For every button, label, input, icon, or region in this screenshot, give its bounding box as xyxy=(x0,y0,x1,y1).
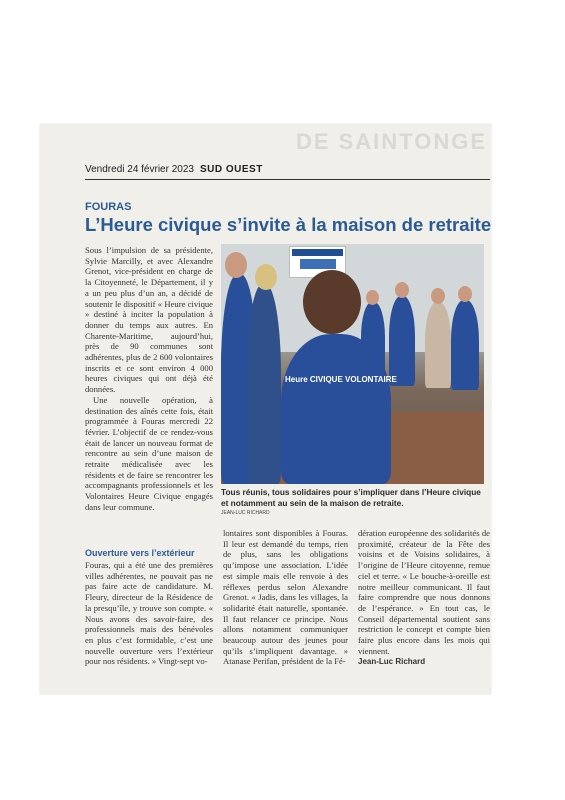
headline: L’Heure civique s’invite à la maison de retraite xyxy=(85,214,491,235)
article-photo xyxy=(221,244,484,484)
body-text-2: Fouras, qui a été une des premières villes adhérentes, ne pouvait pas ne pas faire acte de candidature. M. Fleury, directeur de la Résidence de la presqu’île, y trouve son compte. « Nous avons des savoir-faire, des professionnels mais des bénévoles en plus c’est formidable, c’est une nouvelle ouverture vers l’extérieur pour nos résidents. » Vingt-sept vo- xyxy=(85,560,213,667)
intro-paragraph-2: Une nouvelle opération, à destination des aînés cette fois, était programmée à Fouras mercredi 22 février. L’objectif de ce rendez-vous était de lancer un nouveau format de rencontre au sein d’une maison de retraite médicalisée avec les résidents et de faire se rencontrer les accompagnants professionnels et les Volontaires Heure Civique engagés dans leur commune. xyxy=(85,394,213,512)
body-column-4 xyxy=(358,528,490,668)
vest-text: Heure CIVIQUE VOLONTAIRE xyxy=(285,375,397,384)
intro-column xyxy=(85,245,213,513)
author-signature: Jean-Luc Richard xyxy=(358,657,426,667)
section-subhead: Ouverture vers l’extérieur xyxy=(85,548,195,558)
ghost-header: DE SAINTONGE xyxy=(295,129,487,154)
body-text-4: dération européenne des solidarités de proximité, créateur de la Fête des voisins et de Voisins solidaires, à l’origine de l’Heure citoyenne, remue ciel et terre. « Le bouche-à-oreille est notre meilleur communicant. Il faut faire comprendre que nous donnons de l’espérance. » En tout cas, le Conseil départemental soutient sans restriction le concept et compte bien faire plus encore dans les mois qui viennent. xyxy=(358,528,490,656)
article-date: Vendredi 24 février 2023 xyxy=(85,164,194,175)
rubric: FOURAS xyxy=(85,201,132,213)
body-text-3: lontaires sont disponibles à Fouras. Il leur est demandé du temps, rien de plus, sans les obligations qu’impose une association. L’idée est simple mais elle renvoie à des réflexes perdus selon Alexandre Grenot. « Jadis, dans les villages, la solidarité était naturelle, spontanée. Il faut relancer ce principe. Nous allons notamment communiquer beaucoup autour des jeunes pour qu’ils s’impliquent davantage. » Atanase Perifan, président de la Fé- xyxy=(223,528,348,667)
newspaper-clipping xyxy=(40,124,491,694)
publication-name: SUD OUEST xyxy=(199,164,263,175)
dateline xyxy=(85,164,490,180)
body-column-2 xyxy=(85,560,213,667)
body-column-3 xyxy=(223,528,348,667)
photo-caption: Tous réunis, tous solidaires pour s’impliquer dans l’Heure civique et notamment au sein de la maison de retraite. xyxy=(221,487,481,508)
photo-credit: JEAN-LUC RICHARD xyxy=(221,510,270,516)
intro-paragraph-1: Sous l’impulsion de sa présidente, Sylvie Marcilly, et avec Alexandre Grenot, vice-président en charge de la Citoyenneté, le Département, il y a un peu plus d’un an, a décidé de soutenir le dispositif « Heure civique » destiné à inciter la population à donner du temps aux autres. En Charente-Maritime, aujourd’hui, près de 90 communes sont adhérentes, plus de 2 600 volontaires inscrits et ce sont environ 4 000 heures civiques qui ont déjà été données. xyxy=(85,245,213,395)
